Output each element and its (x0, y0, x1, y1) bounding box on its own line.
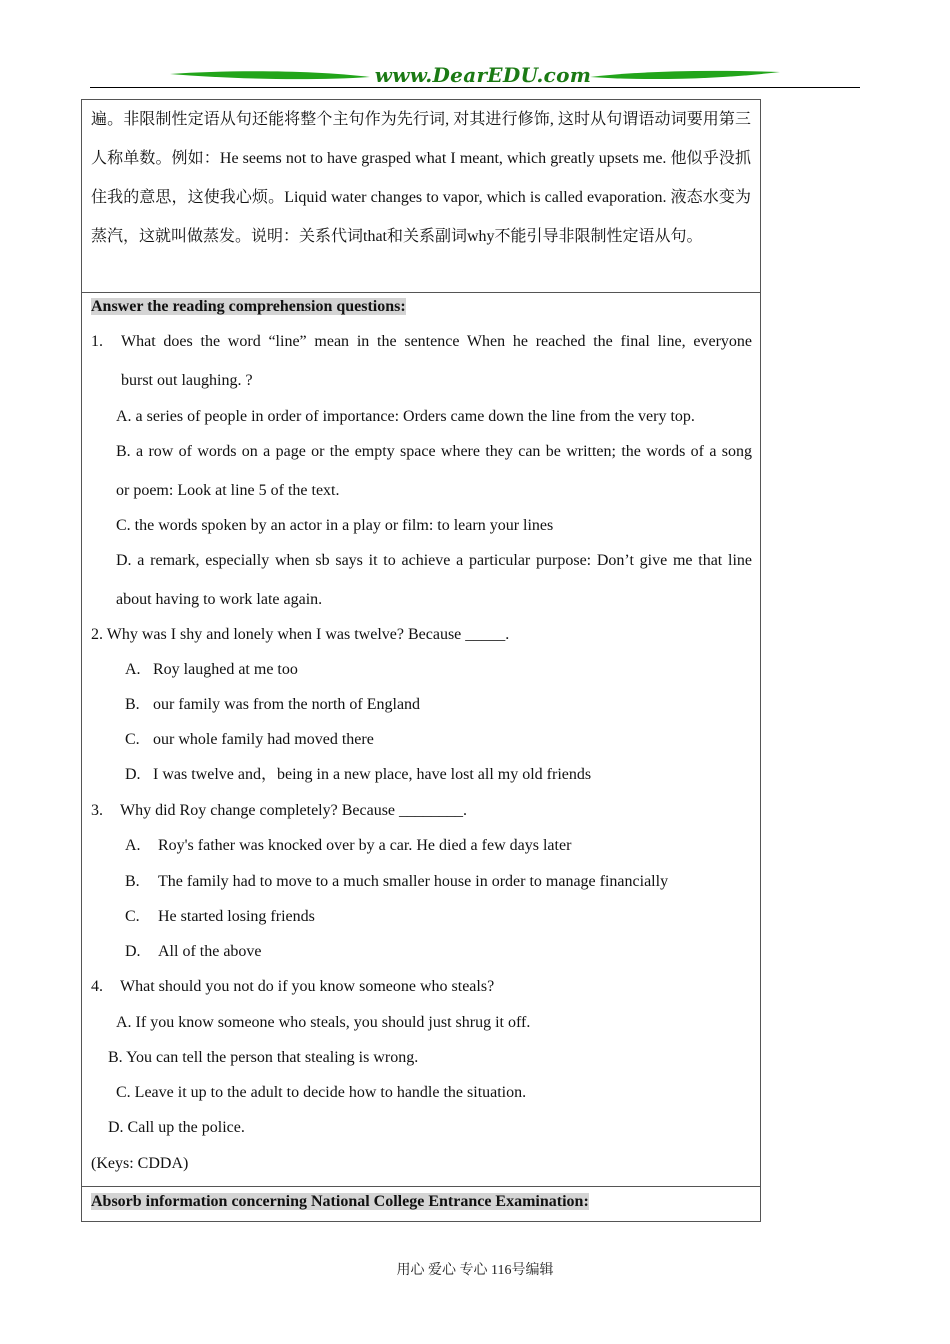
q3-option-d-letter: D. (125, 943, 141, 960)
q2-option-c-letter: C. (125, 731, 140, 748)
q2-option-a: Roy laughed at me too (153, 661, 298, 678)
q3-option-b-letter: B. (125, 873, 140, 890)
q3-option-a: Roy's father was knocked over by a car. He died a few days later (158, 837, 572, 854)
q1-question-line2: burst out laughing. ? (121, 372, 253, 389)
answer-keys: (Keys: CDDA) (91, 1155, 189, 1172)
q4-option-c: C. Leave it up to the adult to decide how to handle the situation. (116, 1084, 527, 1101)
q1-option-d-line2: about having to work late again. (116, 591, 323, 608)
q3-option-c: He started losing friends (158, 908, 315, 925)
exam-info-cell (82, 1187, 760, 1222)
q4-option-a: A. If you know someone who steals, you should just shrug it off. (116, 1014, 531, 1031)
q2-option-d-letter: D. (125, 766, 141, 783)
q2-question: 2. Why was I shy and lonely when I was twelve? Because _____. (91, 626, 510, 643)
q2-option-b-letter: B. (125, 696, 140, 713)
left-swoosh-graphic (170, 68, 370, 82)
page-footer: 用心 爱心 专心 116号编辑 (396, 1263, 554, 1278)
q1-question-line1: What does the word “line” mean in the sentence When he reached the final line, everyone (121, 333, 752, 350)
q3-option-d: All of the above (158, 943, 262, 960)
q1-option-d-line1: D. a remark, especially when sb says it to achieve a particular purpose: Don’t give me that line (116, 552, 752, 569)
q2-option-a-letter: A. (125, 661, 141, 678)
site-logo[interactable]: www.DearEDU.com (374, 63, 592, 87)
header-rule (90, 87, 860, 88)
grammar-note-cell (82, 100, 760, 293)
q4-number: 4. (91, 978, 103, 995)
content-table (81, 99, 761, 1222)
exam-info-heading: Absorb information concerning National College Entrance Examination: (91, 1193, 589, 1210)
q2-option-c: our whole family had moved there (153, 731, 374, 748)
q2-option-b: our family was from the north of England (153, 696, 421, 713)
right-swoosh-graphic (590, 68, 780, 82)
q4-question: What should you not do if you know someone who steals? (120, 978, 495, 995)
page-header (90, 62, 860, 92)
q4-option-b: B. You can tell the person that stealing is wrong. (108, 1049, 419, 1066)
q3-option-b: The family had to move to a much smaller house in order to manage financially (158, 873, 669, 890)
q1-option-b-line1: B. a row of words on a page or the empty space where they can be written; the words of a song (116, 443, 752, 460)
reading-questions-cell (82, 293, 760, 1187)
q3-option-a-letter: A. (125, 837, 141, 854)
q3-option-c-letter: C. (125, 908, 140, 925)
grammar-note-paragraph: 遍。非限制性定语从句还能将整个主句作为先行词, 对其进行修饰, 这时从句谓语动词要用第三人称单数。例如：He seems not to have grasped what I meant, which greatly upsets me. 他似乎没抓住我的意思，这使我心烦。Liquid water changes to vapor, which is called evaporation. 液态水变为蒸汽，这就叫做蒸发。说明：关系代词that和关系副词why不能引导非限制性定语从句。 (91, 111, 751, 245)
q1-option-a: A. a series of people in order of importance: Orders came down the line from the very top. (116, 408, 695, 425)
section-heading: Answer the reading comprehension questions: (91, 298, 406, 315)
q1-option-b-line2: or poem: Look at line 5 of the text. (116, 482, 340, 499)
q2-option-d: I was twelve and，being in a new place, have lost all my old friends (153, 766, 592, 783)
q1-option-c: C. the words spoken by an actor in a play or film: to learn your lines (116, 517, 554, 534)
q4-option-d: D. Call up the police. (108, 1119, 245, 1136)
q1-number: 1. (91, 333, 103, 350)
q3-question: Why did Roy change completely? Because ________. (120, 802, 468, 819)
q3-number: 3. (91, 802, 103, 819)
